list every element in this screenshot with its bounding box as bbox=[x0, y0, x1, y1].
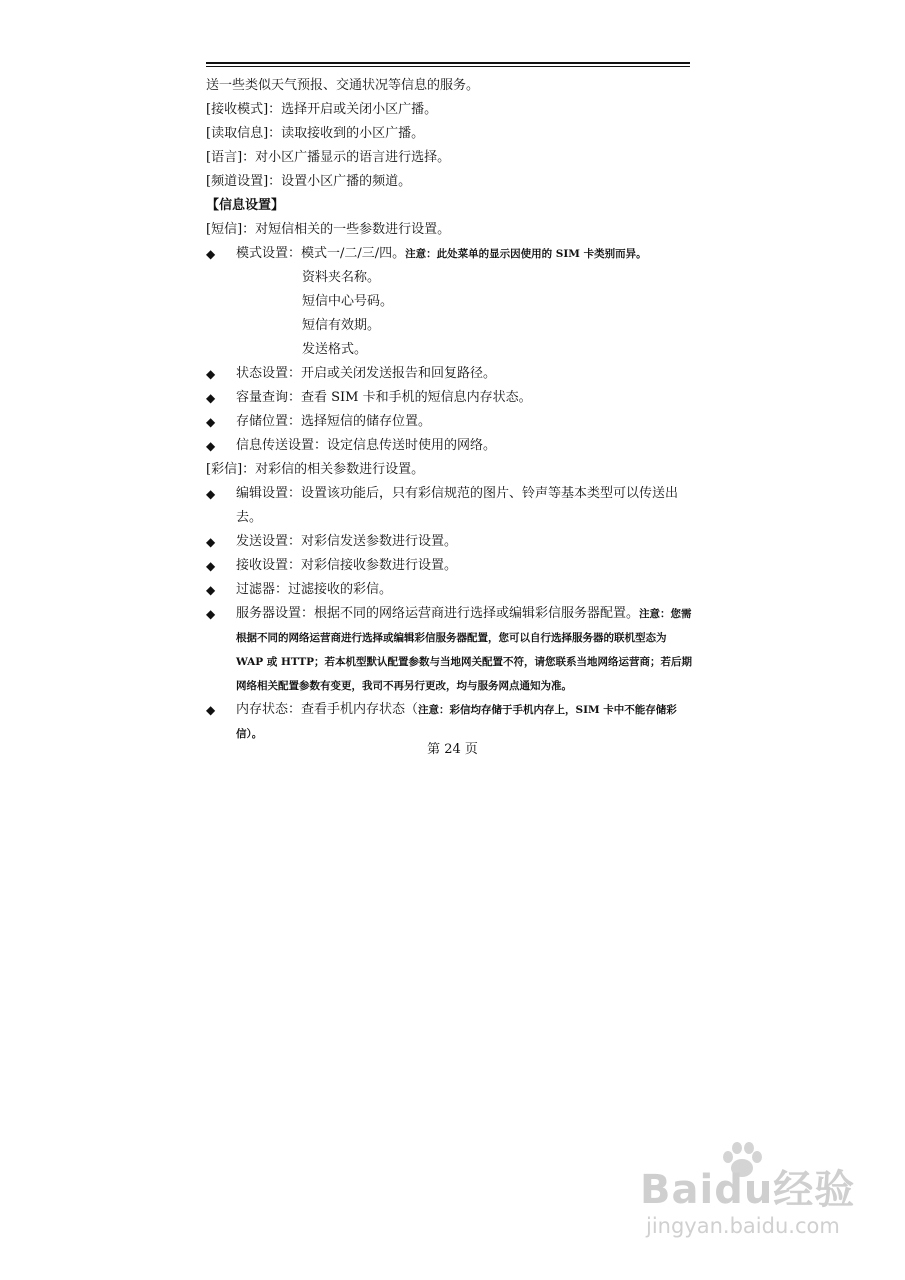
bullet-text: 模式设置：模式一/二/三/四。 bbox=[236, 246, 406, 261]
bullet-diamond-icon: ◆ bbox=[206, 367, 216, 381]
bullet-text: 服务器设置：根据不同的网络运营商进行选择或编辑彩信服务器配置。 bbox=[236, 606, 640, 621]
watermark-url-text: jingyan.baidu.com bbox=[646, 1214, 840, 1238]
bullet-text: 接收设置：对彩信接收参数进行设置。 bbox=[236, 558, 458, 573]
page-number: 第 24 页 bbox=[427, 742, 478, 757]
bullet-text: 状态设置：开启或关闭发送报告和回复路径。 bbox=[236, 366, 497, 381]
bullet-diamond-icon: ◆ bbox=[206, 559, 216, 573]
bullet-diamond-icon: ◆ bbox=[206, 415, 216, 429]
sub-item: 短信中心号码。 bbox=[302, 294, 394, 309]
bullet-text: 编辑设置：设置该功能后，只有彩信规范的图片、铃声等基本类型可以传送出去。 bbox=[236, 486, 679, 525]
bullet-item-mode bbox=[206, 242, 696, 266]
note-text: 注意：您需根据不同的网络运营商进行选择或编辑彩信服务器配置，您可以自行选择服务器的联机型态为 WAP 或 HTTP；若本机型默认配置参数与当地网关配置不符，请您联系当地网络运营商；若后期网络相关配置参数有变更，我司不再另行更改，均与服务网点通知为准。 bbox=[236, 608, 693, 692]
document-body bbox=[206, 74, 696, 746]
bullet-diamond-icon: ◆ bbox=[206, 607, 216, 621]
text-line: 送一些类似天气预报、交通状况等信息的服务。 bbox=[206, 78, 480, 93]
header-rule-thick bbox=[206, 62, 690, 64]
sub-item: 发送格式。 bbox=[302, 342, 368, 357]
header-rule-thin bbox=[206, 66, 690, 67]
bullet-text: 信息传送设置：设定信息传送时使用的网络。 bbox=[236, 438, 497, 453]
text-line: [语言]：对小区广播显示的语言进行选择。 bbox=[206, 150, 451, 165]
sub-item: 资料夹名称。 bbox=[302, 270, 381, 285]
bullet-diamond-icon: ◆ bbox=[206, 391, 216, 405]
bullet-item bbox=[206, 386, 696, 410]
bullet-item bbox=[206, 410, 696, 434]
watermark-main-text: Baidu经验 bbox=[640, 1167, 856, 1213]
bullet-item bbox=[206, 434, 696, 458]
bullet-item-receive bbox=[206, 554, 696, 578]
text-line: [频道设置]：设置小区广播的频道。 bbox=[206, 174, 412, 189]
note-text: 注意：此处菜单的显示因使用的 SIM 卡类别而异。 bbox=[405, 248, 647, 260]
text-line: [彩信]：对彩信的相关参数进行设置。 bbox=[206, 462, 425, 477]
sub-item: 短信有效期。 bbox=[302, 318, 381, 333]
bullet-diamond-icon: ◆ bbox=[206, 439, 216, 453]
bullet-diamond-icon: ◆ bbox=[206, 247, 216, 261]
text-line: [读取信息]：读取接收到的小区广播。 bbox=[206, 126, 425, 141]
text-line: [接收模式]：选择开启或关闭小区广播。 bbox=[206, 102, 438, 117]
bullet-text: 容量查询：查看 SIM 卡和手机的短信息内存状态。 bbox=[236, 390, 532, 405]
note-text: 注意：彩信均存储于手机内存上，SIM 卡中不能存储彩信）。 bbox=[236, 704, 677, 740]
section-heading: 【信息设置】 bbox=[206, 198, 285, 213]
baidu-watermark-logo bbox=[640, 1140, 870, 1250]
bullet-item bbox=[206, 362, 696, 386]
bullet-diamond-icon: ◆ bbox=[206, 583, 216, 597]
bullet-diamond-icon: ◆ bbox=[206, 703, 216, 717]
bullet-item-edit bbox=[206, 482, 696, 530]
bullet-diamond-icon: ◆ bbox=[206, 535, 216, 549]
bullet-text: 内存状态：查看手机内存状态（ bbox=[236, 702, 419, 717]
bullet-text: 发送设置：对彩信发送参数进行设置。 bbox=[236, 534, 458, 549]
bullet-item-filter bbox=[206, 578, 696, 602]
bullet-item-server bbox=[206, 602, 696, 698]
bullet-text: 过滤器：过滤接收的彩信。 bbox=[236, 582, 393, 597]
bullet-diamond-icon: ◆ bbox=[206, 487, 216, 501]
bullet-text: 存储位置：选择短信的储存位置。 bbox=[236, 414, 432, 429]
bullet-item-send bbox=[206, 530, 696, 554]
text-line: [短信]：对短信相关的一些参数进行设置。 bbox=[206, 222, 451, 237]
